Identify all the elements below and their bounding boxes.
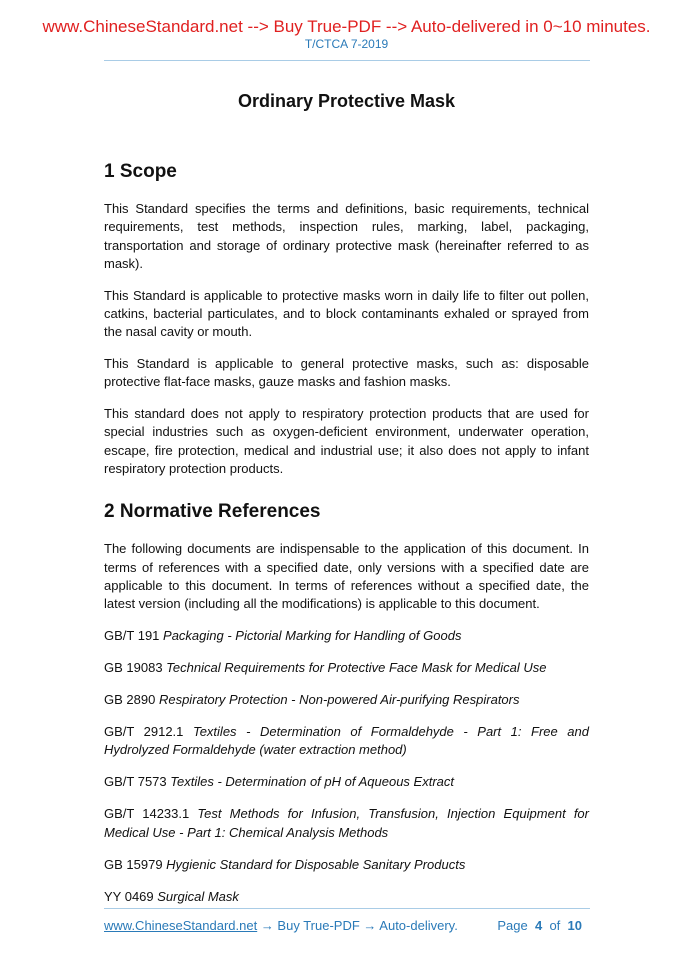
reference-item	[104, 805, 589, 842]
reference-item	[104, 627, 589, 645]
document-title: Ordinary Protective Mask	[237, 91, 456, 111]
reference-title: Surgical Mask	[157, 888, 239, 904]
standard-code: T/CTCA 7-2019	[304, 37, 389, 51]
reference-title: Hygienic Standard for Disposable Sanitary Products	[166, 856, 466, 872]
paragraph: This Standard specifies the terms and definitions, basic requirements, technical requirements, test methods, inspection rules, marking, label, packaging, transportation and storage of ordinary protective mask (hereinafter referred to as mask).	[104, 201, 589, 271]
reference-item	[104, 659, 589, 677]
reference-code: YY 0469	[104, 888, 154, 904]
paragraph: This Standard is applicable to protective masks worn in daily life to filter out pollen, catkins, bacterial particulates, and to block contaminants exhaled or sprayed from the nasal cavity or mouth.	[104, 287, 589, 340]
footer-rule	[104, 908, 590, 909]
reference-code: GB/T 2912.1	[104, 724, 184, 739]
document-body	[104, 90, 589, 920]
reference-code: GB/T 191	[104, 628, 160, 644]
reference-title: Test Methods for Infusion, Transfusion, Injection Equipment for Medical Use - Part 1: Chemical Analysis Methods	[104, 806, 589, 840]
reference-code: GB 2890	[104, 692, 156, 708]
paragraph: This standard does not apply to respiratory protection products that are used for special industries such as oxygen-deficient environment, underwater operation, escape, fire protection, medical and industrial use; it also does not apply to infant respiratory protection products.	[104, 406, 589, 477]
paragraph: The following documents are indispensable to the application of this document. In terms of references with a specified date, only versions with a specified date are applicable to this document. In terms of references without a specified date, the latest version (including all the modifications) is applicable to this document.	[104, 541, 589, 612]
page-indicator: Page 4 of 10	[497, 918, 582, 933]
reference-code: GB/T 7573	[104, 774, 167, 790]
reference-code: GB 15979	[104, 856, 163, 872]
reference-item	[104, 691, 589, 709]
footer-link[interactable]: www.ChineseStandard.net	[104, 918, 258, 933]
reference-title: Respiratory Protection - Non-powered Air-purifying Respirators	[158, 692, 520, 708]
reference-item	[104, 856, 589, 874]
reference-code: GB/T 14233.1	[104, 806, 190, 822]
reference-title: Technical Requirements for Protective Face Mask for Medical Use	[166, 660, 547, 676]
reference-code: GB 19083	[104, 660, 163, 676]
section-heading-normative-references: 2 Normative References	[104, 501, 321, 523]
promo-banner: www.ChineseStandard.net --> Buy True-PDF --> Auto-delivered in 0~10 minutes.	[42, 17, 651, 36]
paragraph: This Standard is applicable to general protective masks, such as: disposable protective flat-face masks, gauze masks and fashion masks.	[104, 356, 589, 390]
reference-item	[104, 888, 589, 906]
reference-title: Packaging - Pictorial Marking for Handling of Goods	[163, 628, 462, 644]
reference-title: Textiles - Determination of pH of Aqueous Extract	[170, 774, 454, 790]
reference-item	[104, 773, 589, 791]
header-rule	[104, 60, 590, 61]
footer	[104, 918, 588, 934]
reference-list	[104, 627, 589, 906]
reference-title: Textiles - Determination of Formaldehyde - Part 1: Free and Hydrolyzed Formaldehyde (water extraction method)	[104, 724, 589, 758]
section-heading-scope: 1 Scope	[104, 161, 177, 182]
reference-item	[104, 723, 589, 760]
footer-text: → Buy True-PDF → Auto-delivery.	[257, 918, 458, 933]
